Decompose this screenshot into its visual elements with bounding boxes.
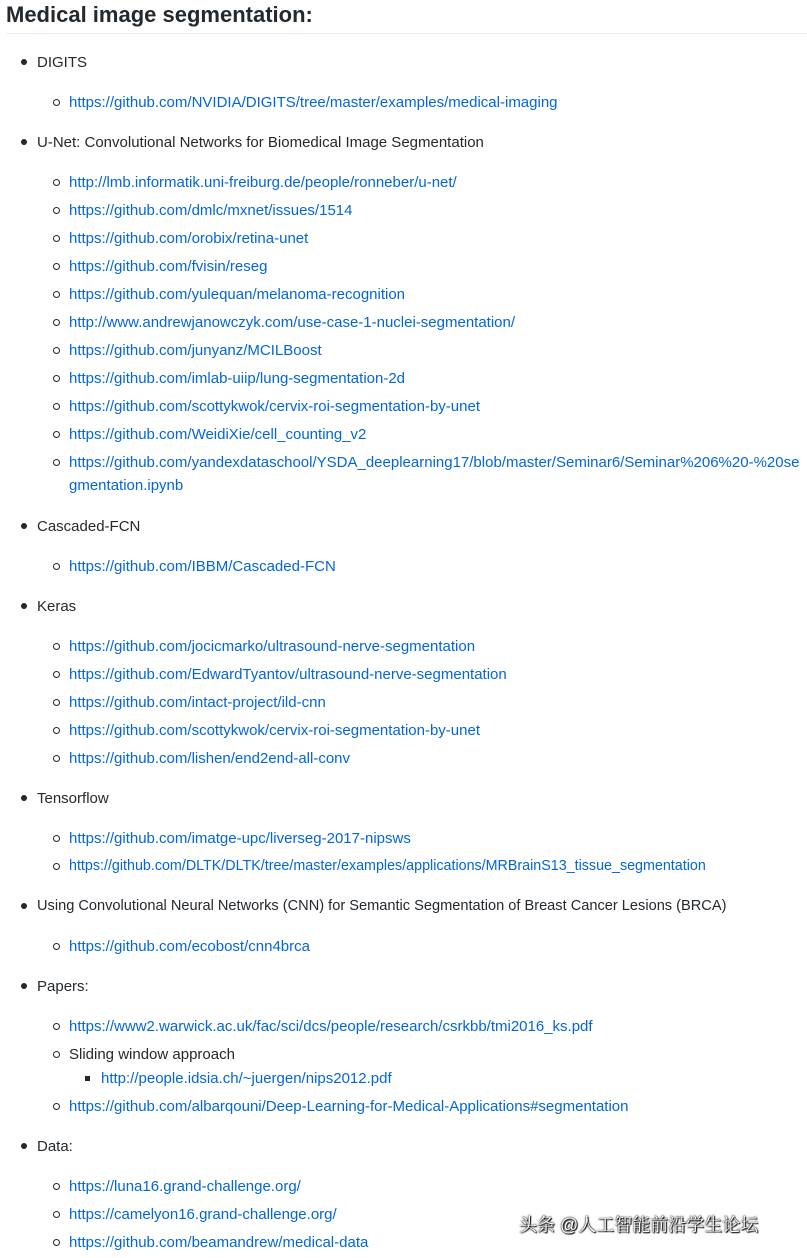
link[interactable]: https://github.com/EdwardTyantov/ultrasound-nerve-segmentation: [69, 666, 507, 683]
link[interactable]: https://github.com/IBBM/Cascaded-FCN: [69, 558, 336, 575]
sublist-item: [69, 1231, 368, 1254]
sublist-item: [69, 311, 515, 334]
link[interactable]: https://github.com/junyanz/MCILBoost: [69, 342, 322, 359]
watermark: 头条 @人工智能前沿学生论坛: [519, 1215, 759, 1235]
sublist-item: [69, 367, 405, 390]
sublist-item: [69, 255, 267, 278]
link[interactable]: https://github.com/WeidiXie/cell_counting_v2: [69, 426, 367, 443]
link[interactable]: http://lmb.informatik.uni-freiburg.de/people/ronneber/u-net/: [69, 174, 457, 191]
link[interactable]: https://github.com/beamandrew/medical-data: [69, 1234, 369, 1251]
link[interactable]: https://github.com/scottykwok/cervix-roi-segmentation-by-unet: [69, 398, 480, 415]
link[interactable]: https://www2.warwick.ac.uk/fac/sci/dcs/people/research/csrkbb/tmi2016_ks.pdf: [69, 1018, 593, 1035]
link[interactable]: https://luna16.grand-challenge.org/: [69, 1178, 301, 1195]
sublist-item: [69, 171, 457, 194]
link[interactable]: https://github.com/jocicmarko/ultrasound-nerve-segmentation: [69, 638, 476, 655]
sliding-window-label: Sliding window approach: [69, 1046, 235, 1063]
link[interactable]: https://github.com/imatge-upc/liverseg-2017-nipsws: [69, 830, 411, 847]
link[interactable]: https://camelyon16.grand-challenge.org/: [69, 1206, 337, 1223]
sublist-item: [69, 283, 405, 306]
nested-sublist-item: [101, 1067, 392, 1090]
list-item-unet: U-Net: Convolutional Networks for Biomedical Image Segmentation: [37, 131, 484, 154]
link[interactable]: https://github.com/NVIDIA/DIGITS/tree/master/examples/medical-imaging: [69, 94, 558, 111]
link[interactable]: https://github.com/scottykwok/cervix-roi-segmentation-by-unet: [69, 722, 480, 739]
link[interactable]: https://github.com/fvisin/reseg: [69, 258, 268, 275]
sublist-item: [69, 395, 480, 418]
list-item-papers: Papers:: [37, 975, 89, 998]
sublist-item: [69, 339, 322, 362]
sublist-item: [69, 855, 706, 878]
list-item-keras: Keras: [37, 595, 76, 618]
link[interactable]: https://github.com/yandexdataschool/YSDA_deeplearning17/blob/master/Seminar6/Seminar%206%20-%20segmentation.ipynb: [69, 454, 800, 494]
sublist-item: [69, 747, 350, 770]
sublist-item: [69, 1175, 301, 1198]
sublist-item: [69, 1015, 593, 1038]
sublist-item: [69, 91, 558, 114]
sublist-item-sliding-window: [69, 1043, 235, 1066]
link[interactable]: https://github.com/yulequan/melanoma-recognition: [69, 286, 406, 303]
list-item-cascaded-fcn: Cascaded-FCN: [37, 515, 140, 538]
sublist-item: [69, 199, 352, 222]
link[interactable]: http://people.idsia.ch/~juergen/nips2012.pdf: [101, 1070, 392, 1087]
sublist-item: [69, 691, 326, 714]
link[interactable]: http://www.andrewjanowczyk.com/use-case-1-nuclei-segmentation/: [69, 314, 516, 331]
sublist-item: [69, 1203, 337, 1226]
list-item-digits: DIGITS: [37, 51, 87, 74]
link[interactable]: https://github.com/ecobost/cnn4brca: [69, 938, 310, 955]
page-title: Medical image segmentation:: [6, 2, 313, 27]
link[interactable]: https://github.com/orobix/retina-unet: [69, 230, 309, 247]
link[interactable]: https://github.com/DLTK/DLTK/tree/master/examples/applications/MRBrainS13_tissue_segmentation: [69, 858, 706, 874]
list-item-cnn-brca: Using Convolutional Neural Networks (CNN) for Semantic Segmentation of Breast Cancer Lesions (BRCA): [37, 895, 726, 918]
list-item-data: Data:: [37, 1135, 73, 1158]
sublist-item: [69, 935, 310, 958]
list-item-tensorflow: Tensorflow: [37, 787, 109, 810]
link[interactable]: https://github.com/intact-project/ild-cnn: [69, 694, 326, 711]
sublist-item: [69, 719, 480, 742]
link[interactable]: https://github.com/imlab-uiip/lung-segmentation-2d: [69, 370, 406, 387]
link[interactable]: https://github.com/lishen/end2end-all-conv: [69, 750, 351, 767]
sublist-item: [69, 423, 366, 446]
title-divider: [6, 33, 807, 34]
sublist-item: [69, 227, 308, 250]
sublist-item: [69, 451, 804, 497]
sublist-item: [69, 827, 411, 850]
sublist-item: [69, 663, 507, 686]
sublist-item: [69, 635, 475, 658]
link[interactable]: https://github.com/dmlc/mxnet/issues/1514: [69, 202, 353, 219]
sublist-item: [69, 1095, 628, 1118]
link[interactable]: https://github.com/albarqouni/Deep-Learning-for-Medical-Applications#segmentation: [69, 1098, 629, 1115]
sublist-item: [69, 555, 336, 578]
